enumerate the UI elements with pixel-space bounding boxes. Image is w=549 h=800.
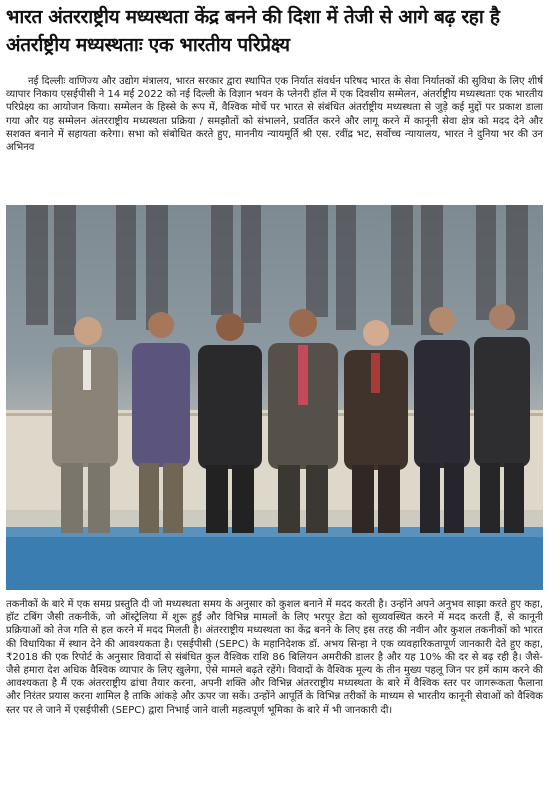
article-headline: भारत अंतरराष्ट्रीय मध्यस्थता केंद्र बनने की दिशा में तेजी से आगे बढ़ रहा है अंतर्राष्ट्रीय मध्यस्थताः एक भारतीय परिप्रेक्ष्य [6, 6, 500, 56]
article-paragraph-top: नई दिल्लीः वाणिज्य और उद्योग मंत्रालय, भारत सरकार द्वारा स्थापित एक निर्यात संवर्धन परिषद भारत के सेवा निर्यातकों की सुविधा के लिए शीर्ष व्यापार निकाय एसईपीसी ने 14 मई 2022 को नई दिल्ली के विज्ञान भवन के प्लेनरी हॉल में एक दिवसीय सम्मेलन, अंतर्राष्ट्रीय मध्यस्थताः एक भारतीय परिप्रेक्ष्य का आयोजन किया। सम्मेलन के हिस्से के रूप में, वैश्विक मोर्चे पर भारत से संबंधित अंतर्राष्ट्रीय मध्यस्थता से जुड़े कई मुद्दों पर प्रकाश डाला गया और यह सम्मेलन अंतरराष्ट्रीय मध्यस्थता प्रक्रिया / समझौतों को संभालने, प्रवर्तित करने और लागू करने में कानूनी सेवा क्षेत्र को मदद देने और सशक्त बनाने में सहायता करेगा। सभा को संबोधित करते हुए, माननीय न्यायमूर्ति श्री एस. रवींद्र भट, सर्वोच्च न्यायालय, भारत ने दुनिया भर की उन अभिनव [6, 76, 543, 154]
event-photo [6, 205, 543, 590]
article-paragraph-bottom: तकनीकों के बारे में एक समग्र प्रस्तुति दी जो मध्यस्थता समय के अनुसार को कुशल बनाने में मदद करती है। उन्होंने अपने अनुभव साझा करते हुए कहा, हॉट टबिंग जैसी तकनीकें, जो ऑस्ट्रेलिया में शुरू हुईं और विभिन्न मामलों के लिए भरपूर डेटा को सुव्यवस्थित करने में मदद करती हैं, से कानूनी प्रक्रियाओं को तेज गति से हल करने में मदद मिलती है। अंतरराष्ट्रीय मध्यस्थता का केंद्र बनने के लिए इस तरह की नवीन और कुशल तकनीकों को भारत की विधायिका में स्थान देने की आवश्यकता है। एसईपीसी (SEPC) के महानिदेशक डॉ. अभय सिन्हा ने एक व्यवहारिकतापूर्ण जानकारी देते हुए कहा, ₹2018 की एक रिपोर्ट के अनुसार विवादों से संबंधित कुल वैश्विक राशि 86 बिलियन अमरीकी डालर है और यह 10% की दर से बढ़ रही है। जैसे-जैसे हमारा देश अधिक वैश्विक व्यापार के लिए खुलेगा, ऐसे मामले बढ़ते रहेंगे। विवादों के वैश्विक मूल्य के तीन मुख्य पहलू जिन पर हमें काम करने की आवश्यकता है मैं एक अंतरराष्ट्रीय ढांचा तैयार करना, अपनी शक्ति और विभिन्न अंतरराष्ट्रीय मध्यस्थता के बारे में वैश्विक स्तर पर जागरूकता फैलाना और निरंतर प्रयास करना शामिल है ताकि आंकड़े और ऊपर जा सकें। उन्होंने आपूर्ति के विभिन्न तरीकों के माध्यम से भारतीय कानूनी सेवाओं को वैश्विक स्तर पर ले जाने में एसईपीसी (SEPC) द्वारा निभाई जाने वाली महत्वपूर्ण भूमिका के बारे में भी जानकारी दी। [6, 599, 543, 716]
event-photo-illustration [6, 205, 543, 590]
